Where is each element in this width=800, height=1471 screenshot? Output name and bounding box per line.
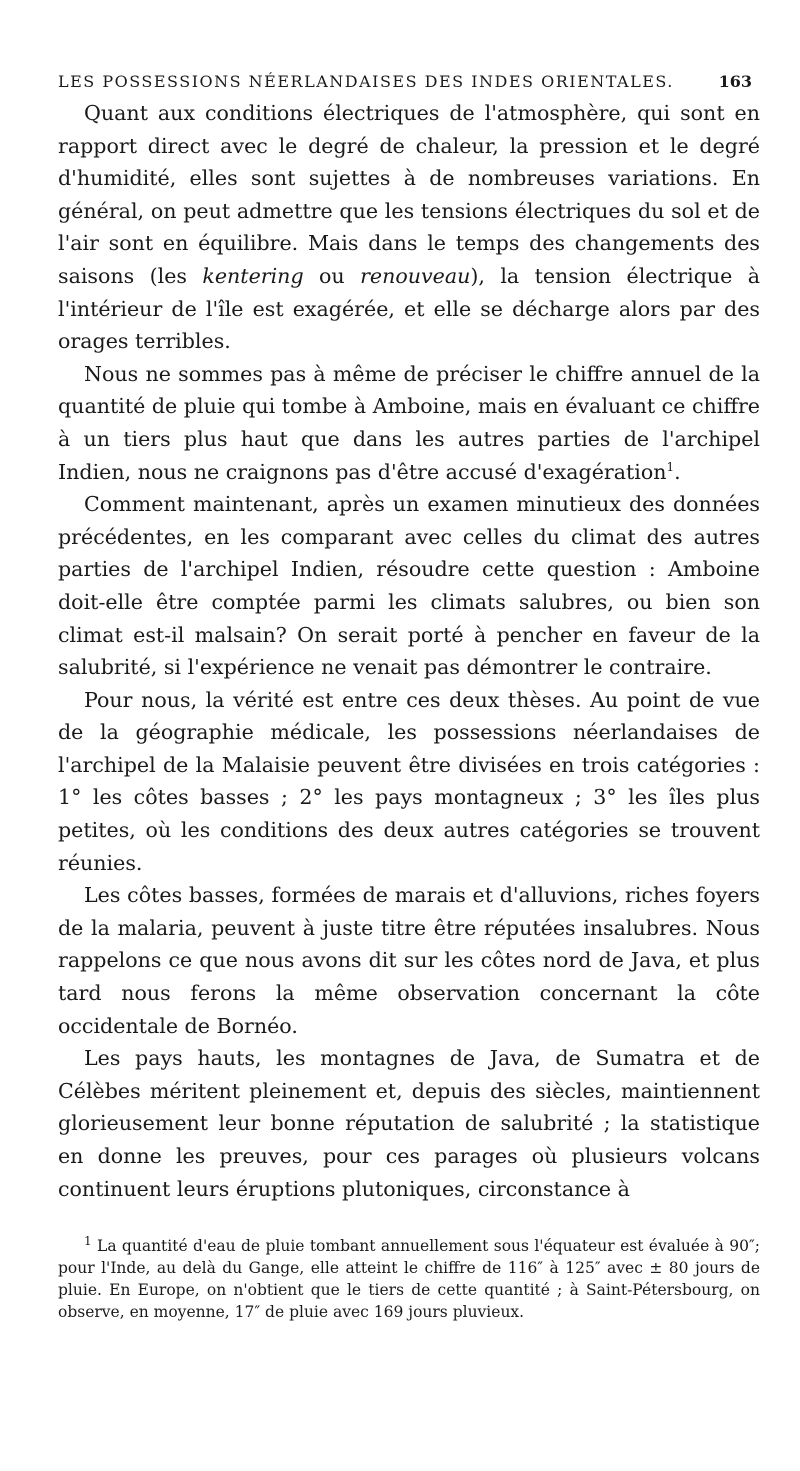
- term-renouveau: renouveau: [360, 263, 471, 288]
- page-number: 163: [718, 72, 752, 91]
- footnote-reference: 1: [666, 459, 675, 474]
- paragraph-5: Les côtes basses, formées de marais et d'alluvions, riches foyers de la malaria, peuvent à juste titre être réputées insalubres. Nous rappelons ce que nous avons dit sur les côtes nord de Java, et plus tard nous ferons la même observation concernant la côte occidentale de Bornéo.: [58, 883, 760, 1038]
- paragraph-4: Pour nous, la vérité est entre ces deux thèses. Au point de vue de la géographie médicale, les possessions néerlandaises de l'archipel de la Malaisie peuvent être divisées en trois catégories : 1° les côtes basses ; 2° les pays montagneux ; 3° les îles plus petites, où les conditions des deux autres catégories se trouvent réunies.: [58, 687, 760, 875]
- paragraph-1-text-a: Quant aux conditions électriques de l'atmosphère, qui sont en rapport direct avec le degré de chaleur, la pression et le degré d'humidité, elles sont sujettes à de nombreuses variations. En général, on peut admettre que les tensions électriques du sol et de l'air sont en équilibre. Mais dans le temps des changements des saisons (les: [58, 101, 760, 288]
- paragraph-1: [58, 97, 760, 358]
- footnotes: [58, 1235, 760, 1323]
- footnote-1: [58, 1235, 760, 1323]
- paragraph-2-text: Nous ne sommes pas à même de préciser le chiffre annuel de la quantité de pluie qui tombe à Amboine, mais en évaluant ce chiffre à un tiers plus haut que dans les autres parties de l'archipel Indien, nous ne craignons pas d'être accusé d'exagération: [58, 361, 760, 484]
- paragraph-3: Comment maintenant, après un examen minutieux des données précédentes, en les comparant avec celles du climat des autres parties de l'archipel Indien, résoudre cette question : Amboine doit-elle être comptée parmi les climats salubres, ou bien son climat est-il malsain? On serait porté à pencher en faveur de la salubrité, si l'expérience ne venait pas démontrer le contraire.: [58, 492, 760, 680]
- footnote-mark: 1: [84, 1234, 92, 1249]
- running-header: [58, 72, 760, 91]
- footnote-text: La quantité d'eau de pluie tombant annuellement sous l'équateur est évaluée à 90″; pour l'Inde, au delà du Gange, elle atteint le chiffre de 116″ à 125″ avec ± 80 jours de pluie. En Europe, on n'obtient que le tiers de cette quantité ; à Saint-Pétersbourg, on observe, en moyenne, 17″ de pluie avec 169 jours pluvieux.: [58, 1237, 760, 1322]
- paragraph-2: [58, 358, 760, 488]
- paragraph-1-text-b: ou: [303, 263, 361, 288]
- paragraph-2-end: .: [674, 459, 681, 484]
- paragraph-6: Les pays hauts, les montagnes de Java, de Sumatra et de Célèbes méritent pleinement et, depuis des siècles, maintiennent glorieusement leur bonne réputation de salubrité ; la statistique en donne les preuves, pour ces parages où plusieurs volcans continuent leurs éruptions plutoniques, circonstance à: [58, 1046, 760, 1201]
- running-title: LES POSSESSIONS NÉERLANDAISES DES INDES ORIENTALES.: [58, 72, 674, 91]
- term-kentering: kentering: [202, 263, 304, 288]
- paragraph-1-text-c: ), la tension électrique à l'intérieur de l'île est exagérée, et elle se décharge alors par des orages terribles.: [58, 263, 760, 354]
